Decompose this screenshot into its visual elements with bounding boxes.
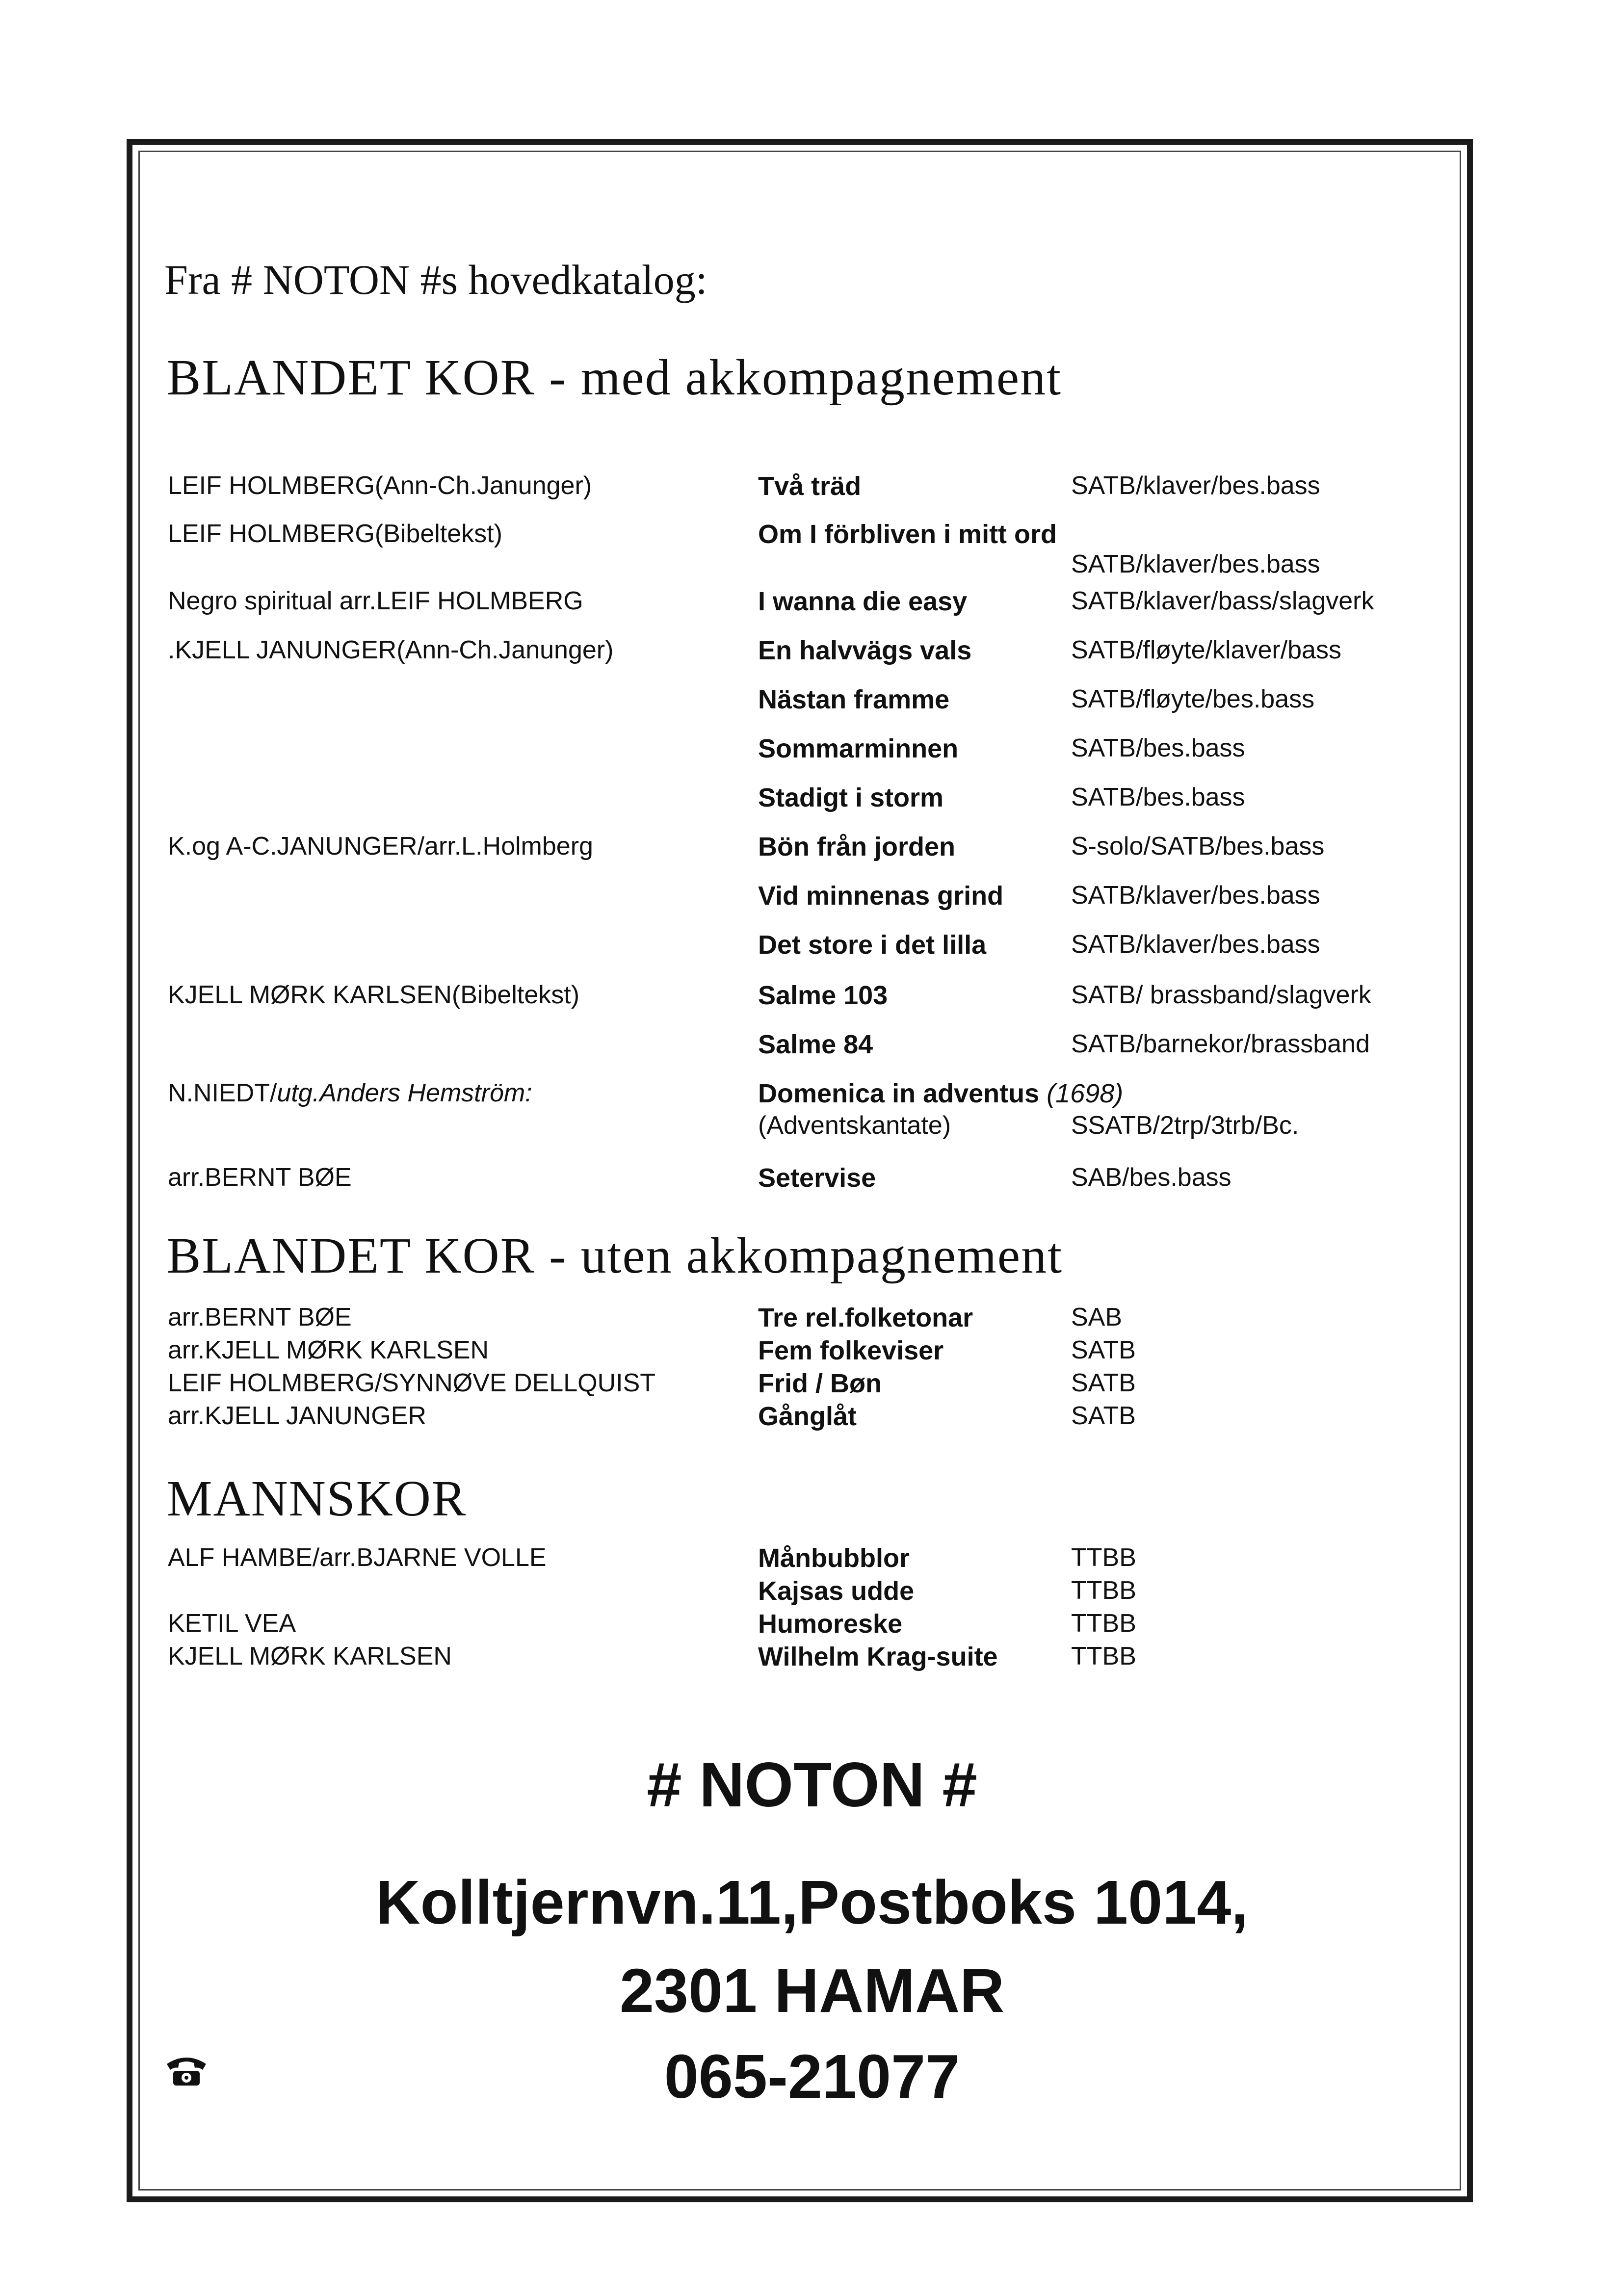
voicing: SATB/barnekor/brassband — [1071, 1030, 1370, 1058]
publisher-address: Kolltjernvn.11,Postboks 1014, — [375, 1868, 1249, 1937]
list-item — [0, 1078, 1624, 1147]
list-item — [0, 881, 1624, 920]
voicing: SATB/klaver/bass/slagverk — [1071, 587, 1374, 615]
voicing: S-solo/SATB/bes.bass — [1071, 832, 1325, 861]
title: Wilhelm Krag-suite — [758, 1642, 998, 1671]
voicing: SATB/klaver/bes.bass — [1071, 881, 1320, 910]
voicing: SATB/ brassband/slagverk — [1071, 981, 1371, 1009]
list-item — [0, 635, 1624, 675]
title: Det store i det lilla — [758, 930, 987, 960]
title: Vid minnenas grind — [758, 881, 1004, 911]
voicing: SSATB/2trp/3trb/Bc. — [1071, 1111, 1299, 1140]
voicing: TTBB — [1071, 1642, 1136, 1670]
composer: arr.BERNT BØE — [168, 1163, 352, 1192]
voicing: SATB/bes.bass — [1071, 734, 1245, 762]
list-item — [0, 1163, 1624, 1202]
voicing: SATB/fløyte/klaver/bass — [1071, 636, 1341, 664]
title: Salme 84 — [758, 1030, 873, 1059]
title: Två träd — [758, 471, 862, 501]
composer: LEIF HOLMBERG(Ann-Ch.Janunger) — [168, 471, 592, 500]
title: Bön från jorden — [758, 832, 955, 861]
telephone-icon — [164, 2053, 209, 2087]
composer: KJELL MØRK KARLSEN — [168, 1642, 452, 1670]
voicing: SAB/bes.bass — [1071, 1163, 1231, 1192]
voicing: SATB — [1071, 1402, 1136, 1430]
list-item — [0, 832, 1624, 871]
voicing: SATB — [1071, 1369, 1136, 1397]
title: Stadigt i storm — [758, 783, 944, 812]
publisher-phone: 065-21077 — [664, 2042, 960, 2111]
list-item — [0, 684, 1624, 724]
title: Domenica in adventus (1698) — [758, 1079, 1124, 1108]
list-item — [0, 1642, 1624, 1681]
catalog-intro: Fra # NOTON #s hovedkatalog: — [164, 256, 707, 303]
title: Månbubblor — [758, 1543, 910, 1573]
composer: arr.KJELL JANUNGER — [168, 1402, 426, 1430]
list-item — [0, 733, 1624, 773]
voicing: SATB/fløyte/bes.bass — [1071, 685, 1315, 713]
composer: ALF HAMBE/arr.BJARNE VOLLE — [168, 1543, 547, 1572]
composer: .KJELL JANUNGER(Ann-Ch.Janunger) — [168, 636, 614, 664]
voicing: SATB/bes.bass — [1071, 783, 1245, 811]
title: En halvvägs vals — [758, 636, 972, 665]
composer: arr.BERNT BØE — [168, 1303, 352, 1331]
title: Setervise — [758, 1163, 876, 1193]
voicing: SATB — [1071, 1336, 1136, 1364]
list-item — [0, 586, 1624, 626]
title: Sommarminnen — [758, 734, 959, 763]
title: Tre rel.folketonar — [758, 1303, 973, 1332]
publisher-name: # NOTON # — [647, 1750, 977, 1820]
title: Kajsas udde — [758, 1576, 915, 1606]
composer-editor: utg.Anders Hemström: — [277, 1079, 532, 1107]
title: Salme 103 — [758, 981, 888, 1010]
composer: K.og A-C.JANUNGER/arr.L.Holmberg — [168, 832, 593, 861]
composer: N.NIEDT/utg.Anders Hemström: — [168, 1079, 532, 1107]
title: Om I förbliven i mitt ord — [758, 520, 1057, 549]
composer: KJELL MØRK KARLSEN(Bibeltekst) — [168, 981, 580, 1009]
list-item — [0, 1401, 1624, 1440]
voicing: SATB/klaver/bes.bass — [1071, 471, 1320, 500]
list-item — [0, 471, 1624, 510]
voicing: SATB/klaver/bes.bass — [1071, 550, 1320, 578]
title: I wanna die easy — [758, 587, 968, 616]
title: Gånglåt — [758, 1402, 857, 1431]
subtitle: (Adventskantate) — [758, 1111, 951, 1140]
list-item — [0, 519, 1624, 583]
composer: Negro spiritual arr.LEIF HOLMBERG — [168, 587, 583, 615]
list-item — [0, 783, 1624, 822]
publisher-city: 2301 HAMAR — [619, 1956, 1005, 2025]
list-item — [0, 1029, 1624, 1069]
list-item — [0, 930, 1624, 969]
composer: LEIF HOLMBERG(Bibeltekst) — [168, 520, 502, 548]
composer: KETIL VEA — [168, 1609, 296, 1638]
title-year: (1698) — [1047, 1079, 1124, 1108]
composer: LEIF HOLMBERG/SYNNØVE DELLQUIST — [168, 1369, 656, 1397]
title: Frid / Bøn — [758, 1369, 882, 1398]
section-heading-mannskor: MANNSKOR — [167, 1470, 467, 1527]
voicing: TTBB — [1071, 1576, 1136, 1605]
voicing: SATB/klaver/bes.bass — [1071, 930, 1320, 959]
voicing: TTBB — [1071, 1543, 1136, 1572]
composer: arr.KJELL MØRK KARLSEN — [168, 1336, 489, 1364]
title: Nästan framme — [758, 685, 950, 714]
section-heading-with-accompaniment: BLANDET KOR - med akkompagnement — [167, 349, 1062, 406]
list-item — [0, 980, 1624, 1019]
title: Humoreske — [758, 1609, 903, 1639]
voicing: TTBB — [1071, 1609, 1136, 1638]
section-heading-without-accompaniment: BLANDET KOR - uten akkompagnement — [167, 1227, 1063, 1284]
voicing: SAB — [1071, 1303, 1123, 1331]
title: Fem folkeviser — [758, 1336, 944, 1365]
